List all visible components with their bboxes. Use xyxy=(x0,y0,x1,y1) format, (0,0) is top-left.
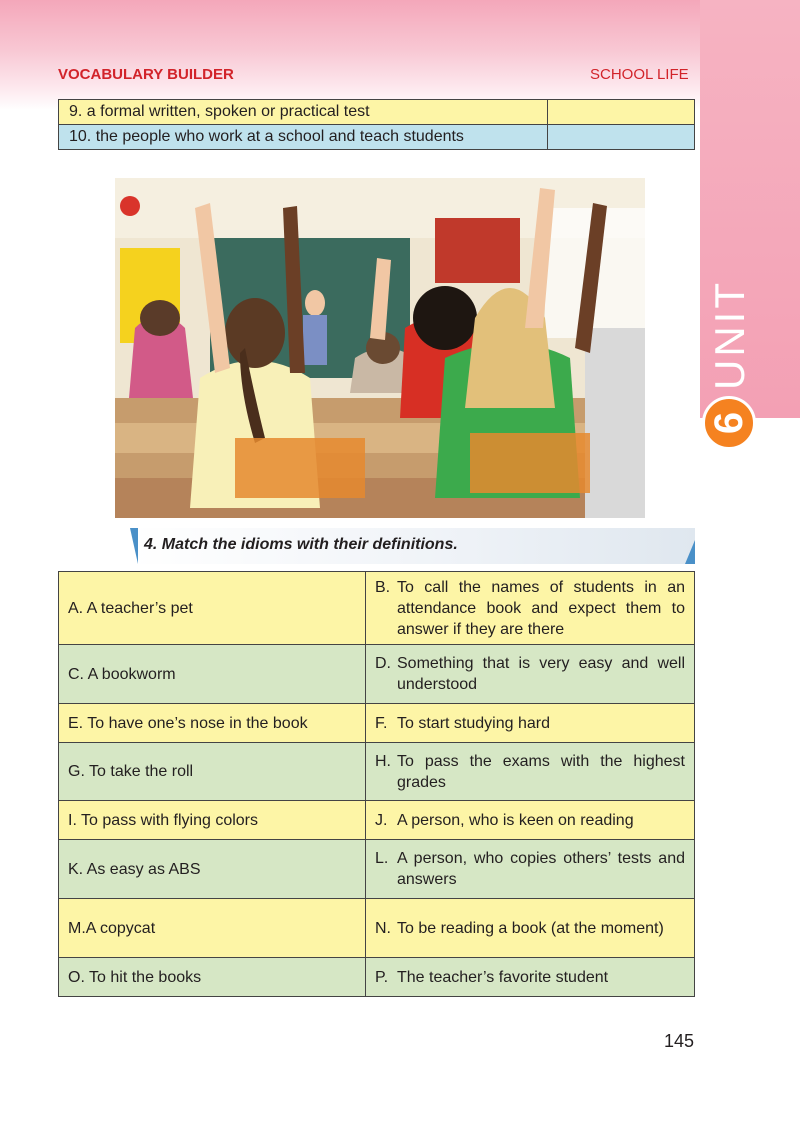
page-number: 145 xyxy=(664,1031,695,1051)
top-pink-band xyxy=(0,0,800,110)
table-row xyxy=(59,645,695,704)
definition-text: To call the names of students in an attendance book and expect them to answer if they are there xyxy=(397,578,685,638)
table-row xyxy=(59,100,695,125)
definition-letter: H. xyxy=(375,752,391,770)
definition-cell: 9. a formal written, spoken or practical test xyxy=(59,100,548,125)
definition-cell xyxy=(366,743,695,801)
definition-cell xyxy=(366,899,695,958)
table-row xyxy=(59,572,695,645)
definition-cell xyxy=(366,704,695,743)
definition-text: Something that is very easy and well understood xyxy=(397,655,685,693)
task-title: 4. Match the idioms with their definitions. xyxy=(144,536,458,553)
unit-number-badge xyxy=(702,396,756,450)
definition-text: The teacher’s favorite student xyxy=(397,968,609,986)
table-row xyxy=(59,899,695,958)
definition-letter: F. xyxy=(375,714,388,732)
idiom-cell: E. To have one’s nose in the book xyxy=(59,704,366,743)
unit-number-text: 6 xyxy=(707,411,751,435)
classroom-illustration xyxy=(115,178,645,518)
definition-letter: J. xyxy=(375,811,388,829)
idiom-cell: I. To pass with flying colors xyxy=(59,801,366,840)
idioms-table xyxy=(58,571,695,997)
definition-cell xyxy=(366,645,695,704)
idiom-cell: G. To take the roll xyxy=(59,743,366,801)
chapter-title: SCHOOL LIFE xyxy=(590,66,689,83)
definition-cell: 10. the people who work at a school and teach students xyxy=(59,125,548,150)
answer-cell[interactable] xyxy=(548,125,695,150)
table-row xyxy=(59,743,695,801)
definition-letter: L. xyxy=(375,850,389,867)
idiom-cell: O. To hit the books xyxy=(59,958,366,997)
idiom-cell: M.A copycat xyxy=(59,899,366,958)
unit-label xyxy=(700,270,760,400)
definition-cell xyxy=(366,958,695,997)
idiom-cell: K. As easy as ABS xyxy=(59,840,366,899)
definition-text: To start studying hard xyxy=(397,714,550,732)
definition-text: To pass the exams with the highest grades xyxy=(397,752,685,791)
definition-cell xyxy=(366,801,695,840)
definition-letter: P. xyxy=(375,968,389,986)
answer-cell[interactable] xyxy=(548,100,695,125)
definition-cell xyxy=(366,572,695,645)
definition-letter: N. xyxy=(375,919,391,937)
task-heading xyxy=(130,528,695,564)
table-row xyxy=(59,125,695,150)
table-row xyxy=(59,958,695,997)
classroom-photo xyxy=(115,178,645,518)
table-row xyxy=(59,840,695,899)
idiom-cell: C. A bookworm xyxy=(59,645,366,704)
definition-text: A person, who copies others’ tests and answers xyxy=(397,850,685,888)
definition-text: To be reading a book (at the moment) xyxy=(397,919,664,937)
definitions-table xyxy=(58,99,695,150)
definition-cell xyxy=(366,840,695,899)
definition-letter: D. xyxy=(375,655,391,672)
definition-text: A person, who is keen on reading xyxy=(397,811,634,829)
definition-letter: B. xyxy=(375,578,391,596)
table-row xyxy=(59,704,695,743)
section-title: VOCABULARY BUILDER xyxy=(58,66,234,83)
table-row xyxy=(59,801,695,840)
idiom-cell: A. A teacher’s pet xyxy=(59,572,366,645)
unit-label-text: UNIT xyxy=(706,280,753,390)
